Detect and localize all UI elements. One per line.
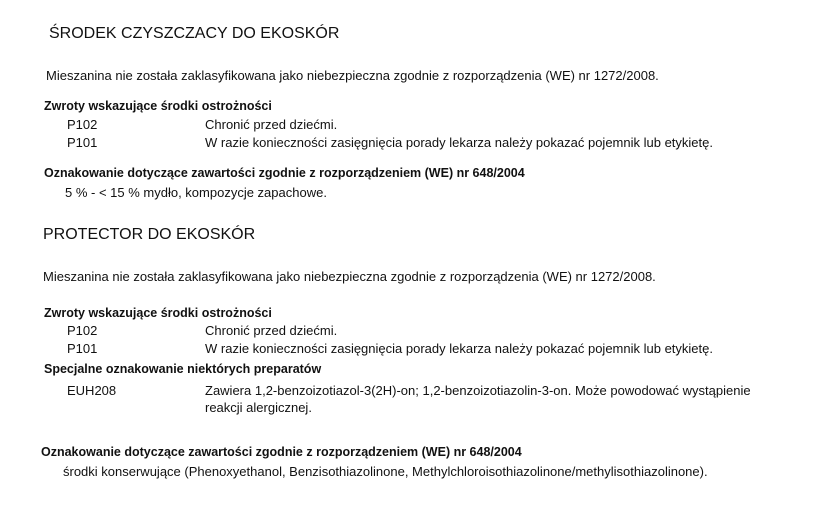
section2-classification-note: Mieszanina nie została zaklasyfikowana jako niebezpieczna zgodnie z rozporządzenia (WE) nr 1272/2008.	[43, 269, 656, 284]
section2-p101-code: P101	[67, 341, 98, 356]
section1-precaution-heading: Zwroty wskazujące środki ostrożności	[44, 99, 272, 113]
section2-euh208-code: EUH208	[67, 383, 117, 398]
section2-p102-code: P102	[67, 323, 98, 338]
section1-p101-text: W razie konieczności zasięgnięcia porady lekarza należy pokazać pojemnik lub etykietę.	[205, 135, 713, 150]
section2-special-heading: Specjalne oznakowanie niektórych preparatów	[44, 362, 322, 376]
section2-title: PROTECTOR DO EKOSKÓR	[43, 226, 256, 243]
section2-p102-text: Chronić przed dziećmi.	[205, 323, 338, 338]
section2-content-heading: Oznakowanie dotyczące zawartości zgodnie z rozporządzeniem (WE) nr 648/2004	[41, 445, 522, 459]
section2-p101-text: W razie konieczności zasięgnięcia porady lekarza należy pokazać pojemnik lub etykietę.	[205, 341, 713, 356]
section2-precaution-heading: Zwroty wskazujące środki ostrożności	[44, 306, 272, 320]
section1-p102-code: P102	[67, 117, 98, 132]
section1-classification-note: Mieszanina nie została zaklasyfikowana jako niebezpieczna zgodnie z rozporządzenia (WE) nr 1272/2008.	[46, 68, 659, 83]
section1-title: ŚRODEK CZYSZCZACY DO EKOSKÓR	[49, 25, 340, 42]
section1-p101-code: P101	[67, 135, 98, 150]
section1-content-heading: Oznakowanie dotyczące zawartości zgodnie z rozporządzeniem (WE) nr 648/2004	[44, 166, 525, 180]
section1-content-text: 5 % - < 15 % mydło, kompozycje zapachowe.	[65, 185, 327, 200]
section2-euh208-text: Zawiera 1,2-benzoizotiazol-3(2H)-on; 1,2-benzoizotiazolin-3-on. Może powodować wystąpienie reakcji alergicznej.	[205, 383, 751, 415]
section1-p102-text: Chronić przed dziećmi.	[205, 117, 338, 132]
section2-content-text: środki konserwujące (Phenoxyethanol, Benzisothiazolinone, Methylchloroisothiazolinone/methylisothiazolinone).	[63, 464, 708, 479]
